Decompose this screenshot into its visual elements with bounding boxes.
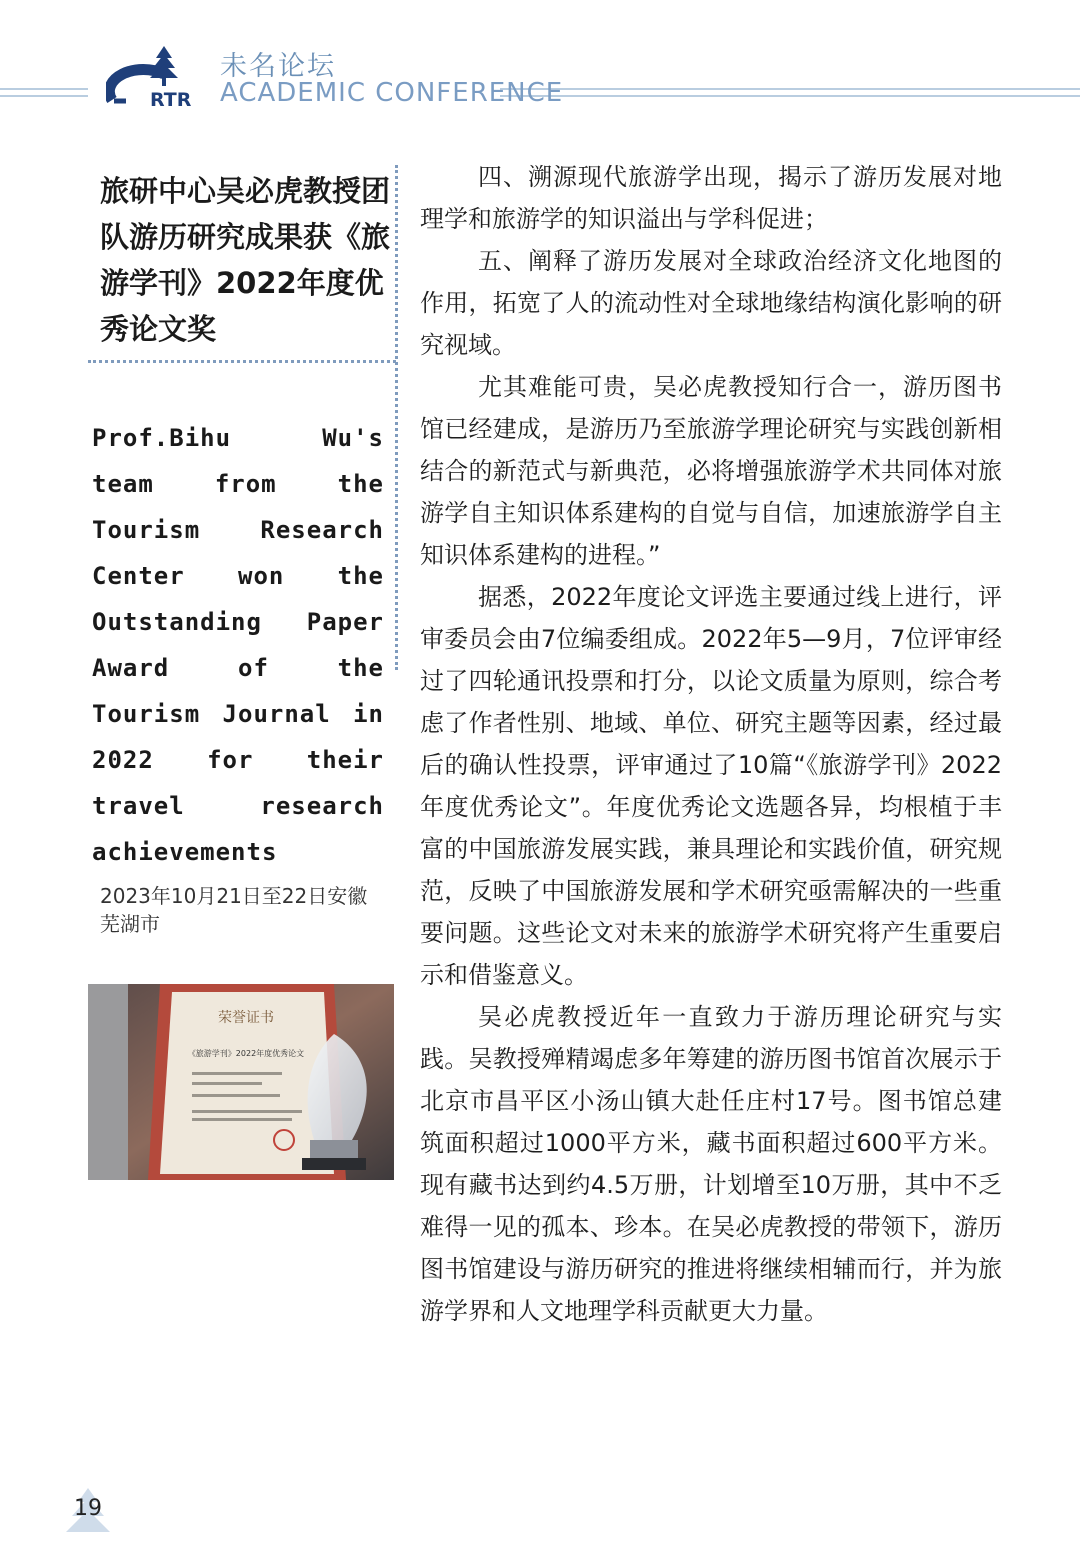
photo-caption: 2023年10月21日至22日安徽芜湖市 — [100, 884, 368, 936]
svg-text:《旅游学刊》2022年度优秀论文: 《旅游学刊》2022年度优秀论文 — [187, 1049, 305, 1058]
header-rule-left — [0, 86, 88, 100]
rtr-logo — [106, 44, 206, 108]
page-number-label: 19 — [74, 1496, 102, 1521]
sidebar-title-en: Prof.Bihu Wu's team from the Tourism Research Center won the Outstanding Paper Award of the Tourism Journal in 2022 for their travel research achievements — [92, 424, 384, 866]
header-title-cn: 未名论坛 — [220, 51, 336, 82]
header-rule-right — [500, 86, 1080, 100]
paragraph: 吴必虎教授近年一直致力于游历理论研究与实践。吴教授殚精竭虑多年筹建的游历图书馆首次展示于北京市昌平区小汤山镇大赴任庄村17号。图书馆总建筑面积超过1000平方米，藏书面积超过600平方米。现有藏书达到约4.5万册，计划增至10万册，其中不乏难得一见的孤本、珍本。在吴必虎教授的带领下，游历图书馆建设与游历研究的推进将继续相辅而行，并为旅游学界和人文地理学科贡献更大力量。 — [420, 1003, 1002, 1325]
paragraph: 五、阐释了游历发展对全球政治经济文化地图的作用，拓宽了人的流动性对全球地缘结构演化影响的研究视域。 — [420, 247, 1002, 359]
svg-text:荣誉证书: 荣誉证书 — [218, 1010, 274, 1026]
header-title-en: ACADEMIC CONFERENCE — [220, 78, 564, 108]
dotted-divider-vertical — [395, 165, 398, 670]
page-number — [62, 1486, 114, 1536]
certificate-photo — [88, 984, 394, 1180]
svg-text:RTR: RTR — [150, 89, 192, 108]
dotted-divider-horizontal — [88, 360, 396, 363]
article-body — [420, 156, 1002, 1332]
sidebar-title-cn: 旅研中心吴必虎教授团队游历研究成果获《旅游学刊》2022年度优秀论文奖 — [100, 174, 391, 346]
paragraph: 尤其难能可贵，吴必虎教授知行合一，游历图书馆已经建成，是游历乃至旅游学理论研究与实践创新相结合的新范式与新典范，必将增强旅游学术共同体对旅游学自主知识体系建构的自觉与自信，加速旅游学自主知识体系建构的进程。” — [420, 373, 1002, 569]
paragraph: 四、溯源现代旅游学出现，揭示了游历发展对地理学和旅游学的知识溢出与学科促进； — [420, 163, 1002, 233]
paragraph: 据悉，2022年度论文评选主要通过线上进行，评审委员会由7位编委组成。2022年5—9月，7位评审经过了四轮通讯投票和打分，以论文质量为原则，综合考虑了作者性别、地域、单位、研究主题等因素，经过最后的确认性投票，评审通过了10篇“《旅游学刊》2022年度优秀论文”。年度优秀论文选题各异，均根植于丰富的中国旅游发展实践，兼具理论和实践价值，研究规范，反映了中国旅游发展和学术研究亟需解决的一些重要问题。这些论文对未来的旅游学术研究将产生重要启示和借鉴意义。 — [420, 583, 1002, 989]
